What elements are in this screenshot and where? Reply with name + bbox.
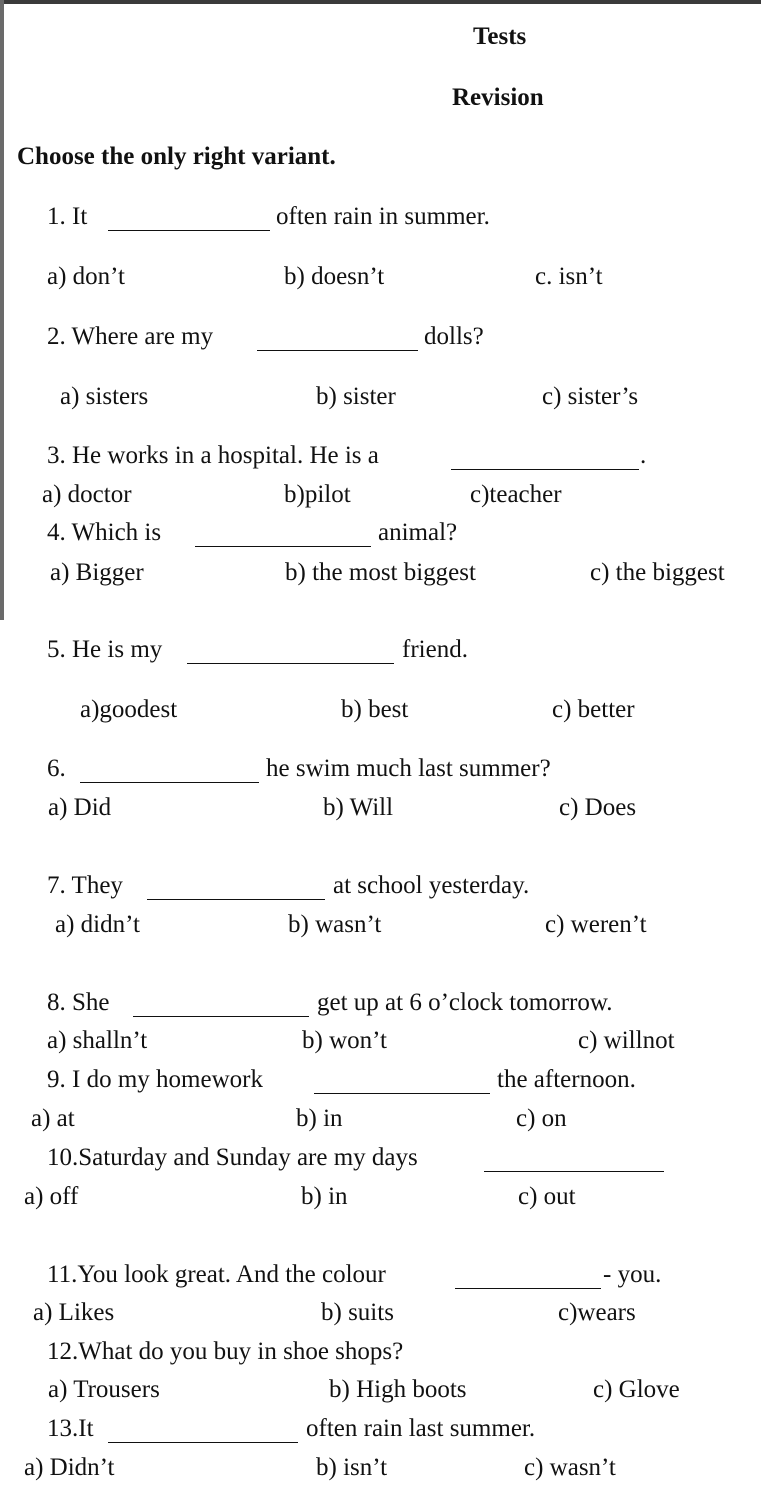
question-9-option-c: c) on <box>516 1105 567 1132</box>
question-8-text: 8. She <box>47 989 110 1016</box>
question-5-blank <box>187 663 394 664</box>
question-10-option-c: c) out <box>518 1183 576 1210</box>
question-2-option-b: b) sister <box>316 383 396 410</box>
question-11-text-end: - you. <box>603 1261 662 1288</box>
question-12-text: 12.What do you buy in shoe shops? <box>47 1338 404 1365</box>
question-3-option-b: b)pilot <box>284 481 351 508</box>
question-1-blank <box>108 230 270 231</box>
question-12-option-b: b) High boots <box>329 1376 467 1403</box>
question-13-option-a: a) Didn’t <box>24 1454 115 1481</box>
question-4-option-b: b) the most biggest <box>285 559 476 586</box>
page-title: Tests <box>473 23 527 50</box>
question-9-option-b: b) in <box>296 1105 343 1132</box>
question-7-text: 7. They <box>47 872 123 899</box>
question-11-blank <box>455 1288 601 1289</box>
question-9-option-a: a) at <box>31 1105 75 1132</box>
question-11-option-b: b) suits <box>321 1299 394 1326</box>
question-6-option-a: a) Did <box>48 794 112 821</box>
question-3-option-a: a) doctor <box>42 481 132 508</box>
question-3-text-end: . <box>640 442 647 469</box>
question-6-text: 6. <box>47 755 66 782</box>
question-8-text-end: get up at 6 o’clock tomorrow. <box>317 989 613 1016</box>
instruction: Choose the only right variant. <box>17 143 336 170</box>
left-edge-shadow <box>0 0 4 620</box>
question-2-option-c: c) sister’s <box>542 383 639 410</box>
question-2-text: 2. Where are my <box>47 323 214 350</box>
question-5-text: 5. He is my <box>47 636 163 663</box>
question-11-option-a: a) Likes <box>33 1299 115 1326</box>
question-8-option-a: a) shalln’t <box>47 1027 148 1054</box>
question-1-option-c: c. isn’t <box>535 263 603 290</box>
question-5-option-b: b) best <box>341 696 409 723</box>
question-1-option-b: b) doesn’t <box>284 263 385 290</box>
question-6-option-b: b) Will <box>323 794 394 821</box>
question-13-option-c: c) wasn’t <box>524 1454 616 1481</box>
question-2-option-a: a) sisters <box>60 383 149 410</box>
question-1-option-a: a) don’t <box>47 263 125 290</box>
question-2-text-end: dolls? <box>424 323 484 350</box>
question-13-text-end: often rain last summer. <box>306 1415 536 1442</box>
question-7-text-end: at school yesterday. <box>333 872 530 899</box>
question-7-option-a: a) didn’t <box>55 911 140 938</box>
question-10-text: 10.Saturday and Sunday are my days <box>47 1144 418 1171</box>
question-9-text: 9. I do my homework <box>47 1066 263 1093</box>
question-4-option-c: c) the biggest <box>590 559 725 586</box>
question-7-blank <box>147 899 325 900</box>
question-5-text-end: friend. <box>402 636 468 663</box>
question-4-text-end: animal? <box>378 519 458 546</box>
question-8-blank <box>133 1016 309 1017</box>
question-3-option-c: c)teacher <box>470 481 562 508</box>
question-2-blank <box>257 350 418 351</box>
top-edge-shadow <box>0 0 761 4</box>
question-10-option-b: b) in <box>301 1183 348 1210</box>
question-10-option-a: a) off <box>24 1183 79 1210</box>
question-9-blank <box>314 1093 490 1094</box>
question-11-text: 11.You look great. And the colour <box>47 1261 386 1288</box>
question-6-blank <box>80 782 259 783</box>
question-13-text: 13.It <box>47 1415 94 1442</box>
question-4-option-a: a) Bigger <box>50 559 144 586</box>
question-13-option-b: b) isn’t <box>316 1454 388 1481</box>
question-4-blank <box>195 546 371 547</box>
question-7-option-c: c) weren’t <box>545 911 647 938</box>
question-8-option-b: b) won’t <box>302 1027 387 1054</box>
question-6-text-end: he swim much last summer? <box>266 755 551 782</box>
question-5-option-a: a)goodest <box>80 696 178 723</box>
question-10-blank <box>484 1171 664 1172</box>
question-1-text-end: often rain in summer. <box>276 203 490 230</box>
page-subtitle: Revision <box>452 84 544 111</box>
question-7-option-b: b) wasn’t <box>288 911 382 938</box>
question-13-blank <box>108 1442 298 1443</box>
question-11-option-c: c)wears <box>558 1299 636 1326</box>
question-4-text: 4. Which is <box>47 519 162 546</box>
question-1-text: 1. It <box>47 203 88 230</box>
question-3-text: 3. He works in a hospital. He is a <box>47 442 379 469</box>
question-9-text-end: the afternoon. <box>497 1066 636 1093</box>
question-8-option-c: c) willnot <box>578 1027 675 1054</box>
question-12-option-c: c) Glove <box>593 1376 680 1403</box>
question-5-option-c: c) better <box>552 696 635 723</box>
question-3-blank <box>451 469 639 470</box>
question-12-option-a: a) Trousers <box>48 1376 160 1403</box>
question-6-option-c: c) Does <box>559 794 637 821</box>
